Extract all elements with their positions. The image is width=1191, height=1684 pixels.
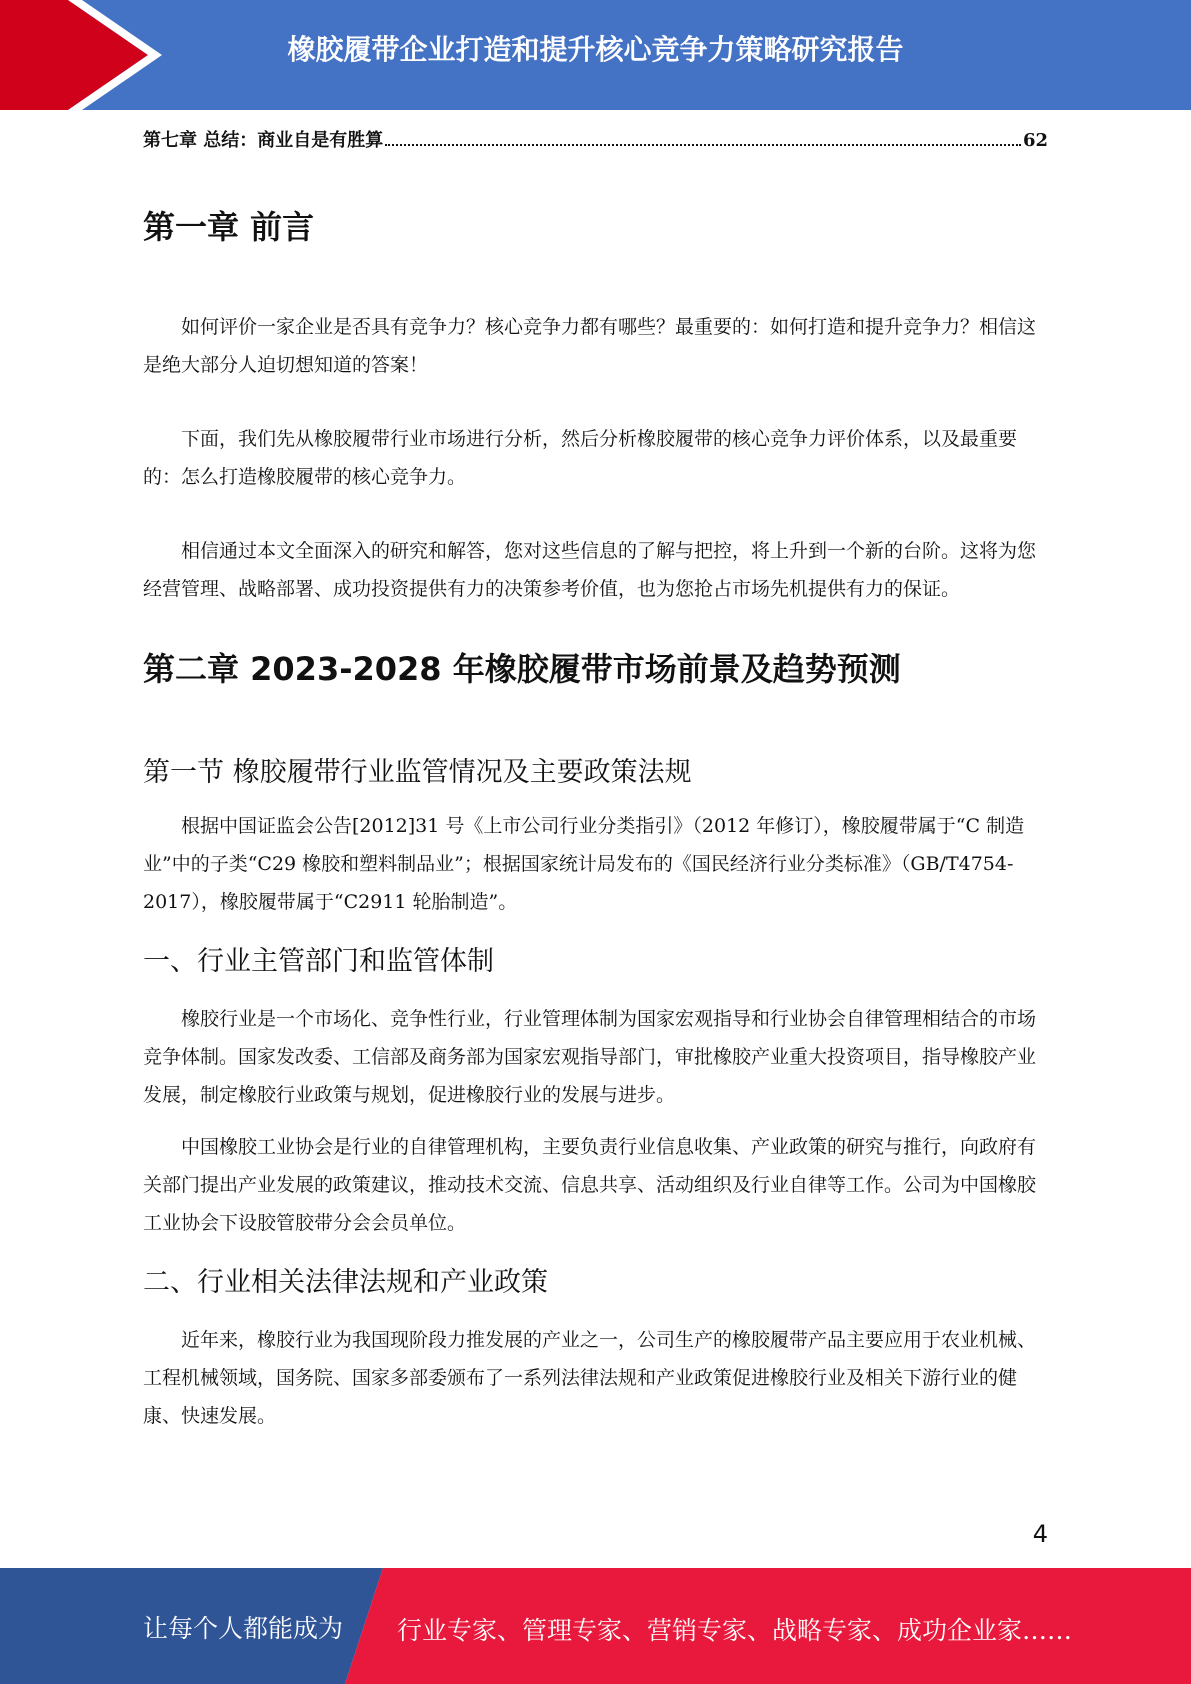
chapter1-paragraph: 如何评价一家企业是否具有竞争力？核心竞争力都有哪些？最重要的：如何打造和提升竞争力？相信这是绝大部分人迫切想知道的答案！	[143, 316, 1037, 376]
section1-paragraph: 根据中国证监会公告[2012]31 号《上市公司行业分类指引》（2012 年修订），橡胶履带属于“C 制造业”中的子类“C29 橡胶和塑料制品业”；根据国家统计局发布的《国民经济行业分类标准》（GB/T4754-2017），橡胶履带属于“C2911 轮胎制造”。	[143, 815, 1025, 913]
subsection1-heading: 一、行业主管部门和监管体制	[143, 946, 494, 977]
subsection2-heading: 二、行业相关法律法规和产业政策	[143, 1267, 548, 1298]
footer-left-text: 让每个人都能成为	[143, 1614, 344, 1643]
section1-heading: 第一节 橡胶履带行业监管情况及主要政策法规	[143, 757, 692, 788]
subsection1-paragraph: 中国橡胶工业协会是行业的自律管理机构，主要负责行业信息收集、产业政策的研究与推行，向政府有关部门提出产业发展的政策建议，推动技术交流、信息共享、活动组织及行业自律等工作。公司为中国橡胶工业协会下设胶管胶带分会会员单位。	[143, 1136, 1037, 1234]
subsection2-paragraph: 近年来，橡胶行业为我国现阶段力推发展的产业之一，公司生产的橡胶履带产品主要应用于农业机械、工程机械领域，国务院、国家多部委颁布了一系列法律法规和产业政策促进橡胶行业及相关下游行业的健康、快速发展。	[143, 1329, 1037, 1427]
toc-entry[interactable]	[143, 126, 1048, 152]
chapter1-paragraph: 下面，我们先从橡胶履带行业市场进行分析，然后分析橡胶履带的核心竞争力评价体系，以及最重要的：怎么打造橡胶履带的核心竞争力。	[143, 428, 1018, 488]
document-body	[143, 126, 1048, 1435]
chapter2-heading: 第二章 2023-2028 年橡胶履带市场前景及趋势预测	[143, 650, 901, 688]
toc-entry-label: 第七章 总结：商业自是有胜算	[143, 130, 384, 151]
header-title: 橡胶履带企业打造和提升核心竞争力策略研究报告	[287, 33, 904, 66]
subsection1-paragraph: 橡胶行业是一个市场化、竞争性行业，行业管理体制为国家宏观指导和行业协会自律管理相结合的市场竞争体制。国家发改委、工信部及商务部为国家宏观指导部门，审批橡胶产业重大投资项目，指导橡胶产业发展，制定橡胶行业政策与规划，促进橡胶行业的发展与进步。	[143, 1008, 1037, 1106]
page-number: 4	[1032, 1520, 1048, 1548]
chapter1-heading: 第一章 前言	[143, 208, 315, 246]
toc-entry-page: 62	[1022, 130, 1048, 151]
page-footer	[0, 1568, 1191, 1684]
chapter1-paragraph: 相信通过本文全面深入的研究和解答，您对这些信息的了解与把控，将上升到一个新的台阶。这将为您经营管理、战略部署、成功投资提供有力的决策参考价值，也为您抢占市场先机提供有力的保证。	[143, 540, 1037, 600]
page-header	[0, 0, 1191, 110]
toc-leader-dots	[385, 144, 1021, 146]
footer-right-text: 行业专家、管理专家、营销专家、战略专家、成功企业家……	[397, 1616, 1073, 1645]
